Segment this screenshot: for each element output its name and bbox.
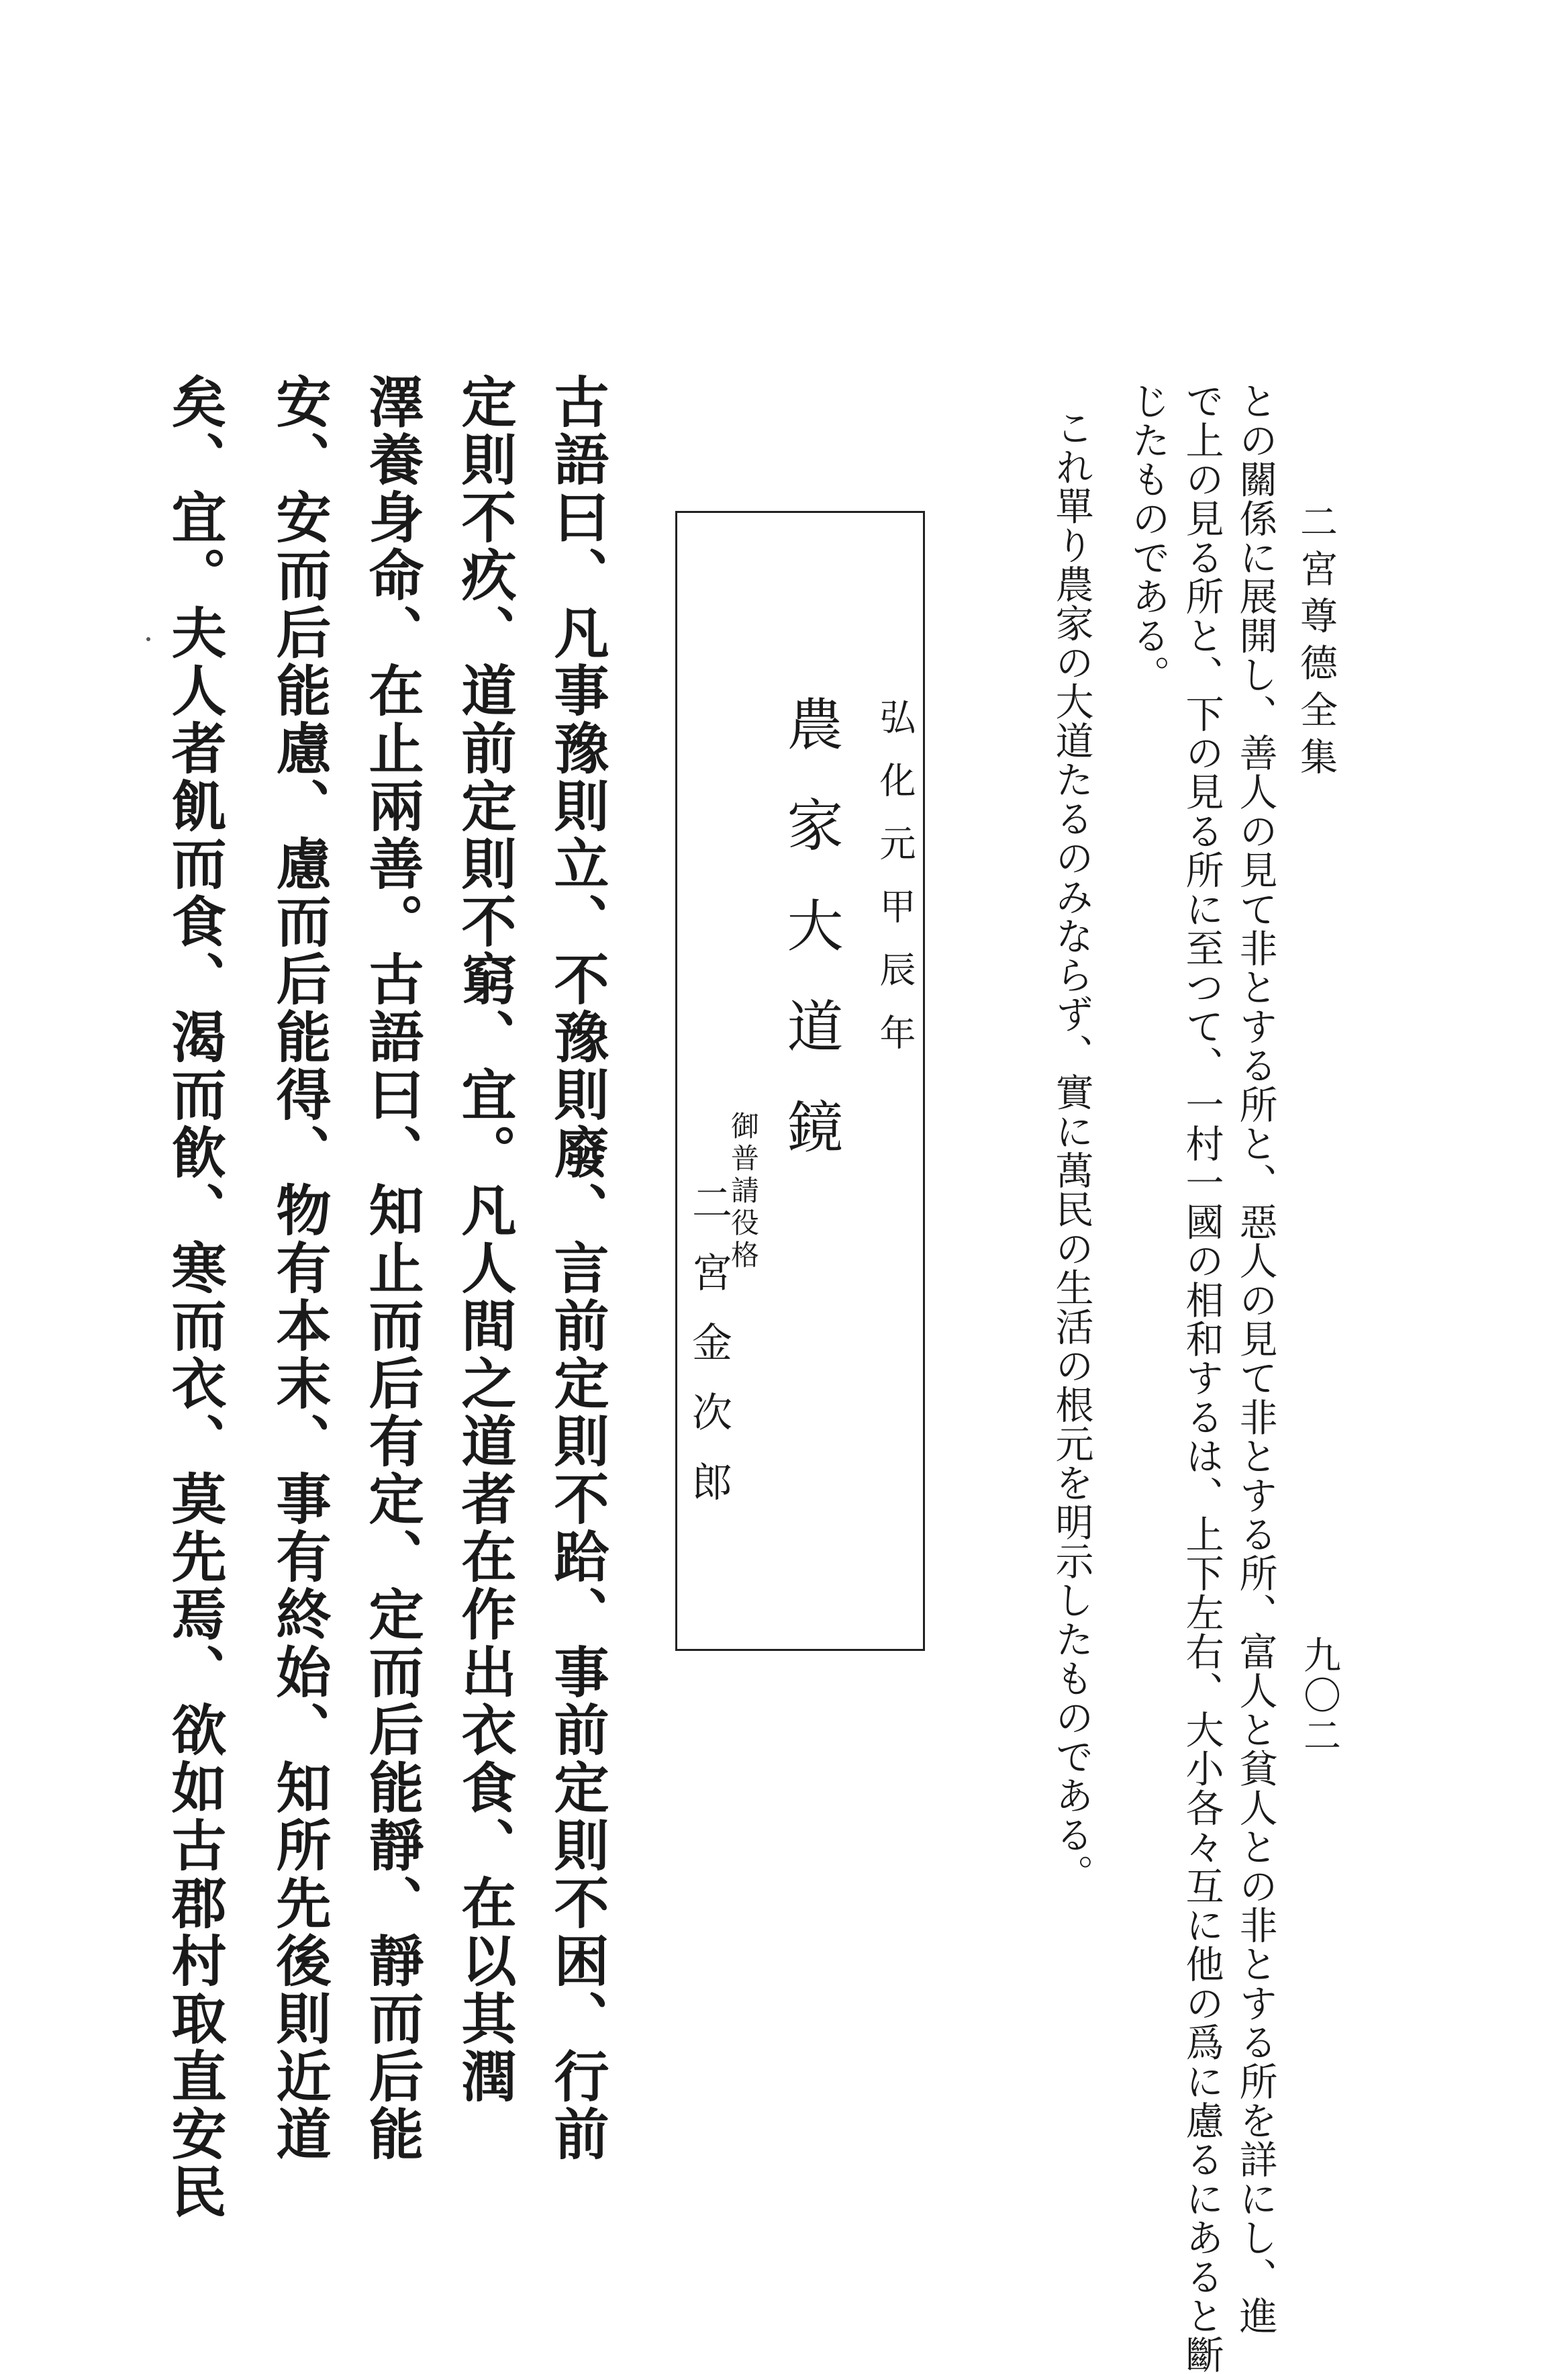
commentary-line: との關係に展開し、善人の見て非とする所と、惡人の見て非とする所、富人と貧人との非とする所を詳にし、進 (1233, 381, 1277, 2335)
margin-mark (146, 637, 150, 641)
main-text-line: 古語曰、凡事豫則立、不豫則廢、言前定則不跲、事前定則不困、行前 (545, 373, 609, 2163)
era-date: 弘化元甲辰年 (874, 698, 916, 1077)
page-number: 九〇二 (1297, 1635, 1341, 1756)
document-title: 農家大道鏡 (778, 695, 844, 1198)
author-name: 二宮金次郎 (685, 1182, 732, 1531)
running-title: 二宮尊德全集 (1294, 502, 1338, 784)
commentary-line: で上の見る所と、下の見る所に至つて、一村一國の相和するは、上下左右、大小各々互に他の爲に慮るにあると斷 (1179, 381, 1224, 2374)
main-text-line: 澤養身命、在止兩善。古語曰、知止而后有定、定而后能靜、靜而后能 (360, 373, 424, 2163)
author-role: 御普請役格 (727, 1111, 760, 1272)
commentary-line: これ單り農家の大道たるのみならず、實に萬民の生活の根元を明示したものである。 (1049, 408, 1093, 1893)
main-text-line: 安、安而后能慮、慮而后能得、物有本末、事有終始、知所先後則近道 (267, 373, 332, 2163)
commentary-line: じたものである。 (1126, 381, 1170, 694)
main-text-line: 定則不疚、道前定則不窮、宜。凡人間之道者在作出衣食、在以其潤 (452, 373, 517, 2105)
main-text-line: 矣、宜。夫人者飢而食、渴而飮、寒而衣、莫先焉、欲如古郡村取直安民 (162, 373, 227, 2221)
